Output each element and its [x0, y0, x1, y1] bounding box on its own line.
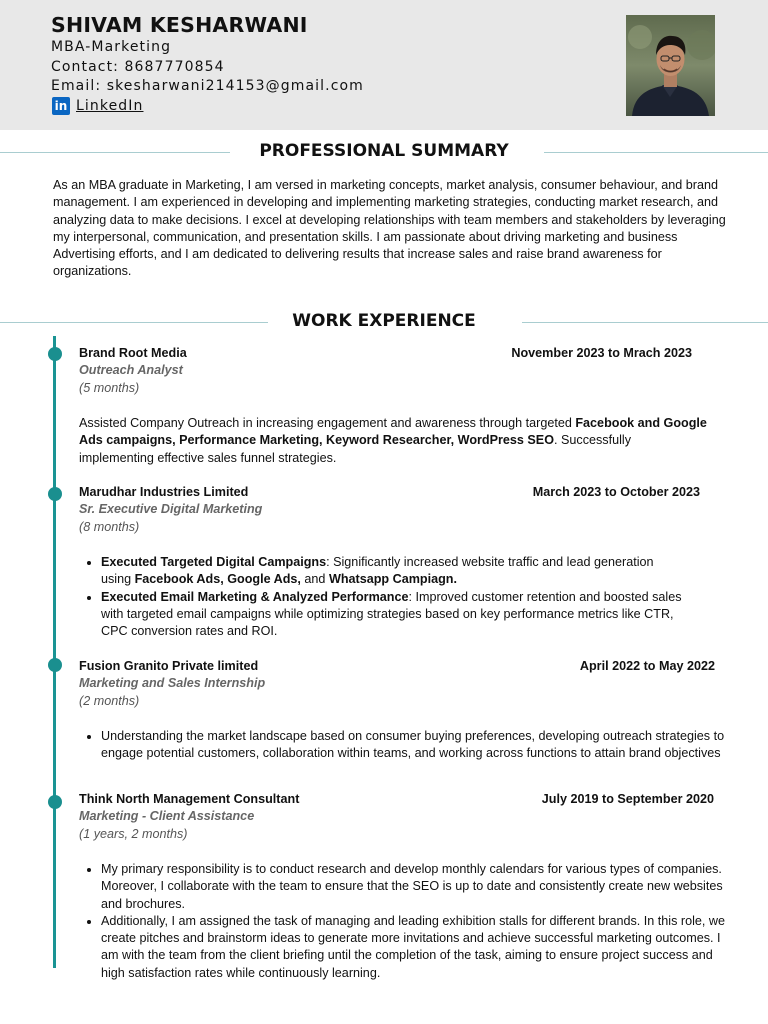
- job-role: Marketing and Sales Internship: [79, 676, 266, 690]
- section-divider: [544, 152, 768, 153]
- summary-title: PROFESSIONAL SUMMARY: [259, 141, 509, 161]
- job-duration: (5 months): [79, 381, 140, 395]
- job-dates: March 2023 to October 2023: [532, 485, 700, 499]
- job-company: Think North Management Consultant: [79, 792, 300, 806]
- job-duration: (1 years, 2 months): [79, 827, 188, 841]
- job-role: Marketing - Client Assistance: [79, 809, 255, 823]
- job-bullet-list: [79, 554, 686, 640]
- linkedin-label: LinkedIn: [76, 98, 144, 114]
- job-dates: July 2019 to September 2020: [541, 792, 714, 806]
- section-divider: [522, 322, 768, 323]
- list-item: • My primary responsibility is to conduct research and develop monthly calendars for various types of companies. Moreover, I collaborate with the team to ensure that the SEO is up to date and consistently create new websites and brochures.: [101, 861, 731, 913]
- job-duration: (8 months): [79, 520, 140, 534]
- job-bullet-list: [79, 861, 731, 982]
- header-banner: [0, 0, 768, 130]
- job-dates: April 2022 to May 2022: [579, 659, 715, 673]
- job-description: Assisted Company Outreach in increasing engagement and awareness through targeted Facebook and Google Ads campaigns, Performance Marketing, Keyword Researcher, WordPress SEO. Successfully implementing effective sales funnel strategies.: [79, 416, 707, 465]
- list-item: • Executed Targeted Digital Campaigns: Significantly increased website traffic and lead generation using Facebook Ads, Google Ads, and Whatsapp Campiagn.: [101, 554, 686, 589]
- summary-section-header: [0, 141, 768, 165]
- job-role: Sr. Executive Digital Marketing: [79, 502, 263, 516]
- job-role: Outreach Analyst: [79, 363, 183, 377]
- contact-email: Email: skesharwani214153@gmail.com: [51, 78, 364, 94]
- contact-phone: Contact: 8687770854: [51, 59, 225, 75]
- job-company: Brand Root Media: [79, 346, 187, 360]
- timeline-dot: [48, 347, 62, 361]
- candidate-name: SHIVAM KESHARWANI: [51, 13, 308, 37]
- experience-title: WORK EXPERIENCE: [292, 311, 476, 331]
- linkedin-icon: in: [52, 97, 70, 115]
- job-bullet-list: [79, 728, 731, 763]
- job-duration: (2 months): [79, 694, 140, 708]
- timeline-dot: [48, 658, 62, 672]
- list-item: • Additionally, I am assigned the task of managing and leading exhibition stalls for different brands. In this role, we create pitches and brainstorm ideas to generate more invitations and achieve successful marketing outcomes. I am with the team from the client briefing until the completion of the task, aiming to ensure project success and high satisfaction rates while continuously learning.: [101, 913, 731, 982]
- list-item: • Executed Email Marketing & Analyzed Performance: Improved customer retention and boosted sales with targeted email campaigns while optimizing strategies based on key performance metrics like CTR, CPC conversion rates and ROI.: [101, 589, 686, 641]
- list-item: • Understanding the market landscape based on consumer buying preferences, developing outreach strategies to engage potential customers, collaboration within teams, and working across functions to attain brand objectives: [101, 728, 731, 763]
- summary-text: As an MBA graduate in Marketing, I am versed in marketing concepts, market analysis, consumer behaviour, and brand management. I am experienced in developing and implementing marketing strategies, conducting market research, and analyzing data to make decisions. I excel at developing relationships with team members and stakeholders by leveraging my interpersonal, communication, and presentation skills. I am passionate about driving marketing and business Advertising efforts, and I am dedicated to delivering results that increase sales and raise brand awareness for organizations.: [53, 178, 726, 279]
- timeline-dot: [48, 795, 62, 809]
- timeline-line: [53, 336, 56, 968]
- degree: MBA-Marketing: [51, 39, 172, 55]
- job-company: Fusion Granito Private limited: [79, 659, 259, 673]
- timeline-dot: [48, 487, 62, 501]
- linkedin-link[interactable]: [52, 97, 143, 115]
- job-dates: November 2023 to Mrach 2023: [511, 346, 692, 360]
- profile-photo: [626, 15, 715, 116]
- job-company: Marudhar Industries Limited: [79, 485, 249, 499]
- experience-section-header: [0, 311, 768, 335]
